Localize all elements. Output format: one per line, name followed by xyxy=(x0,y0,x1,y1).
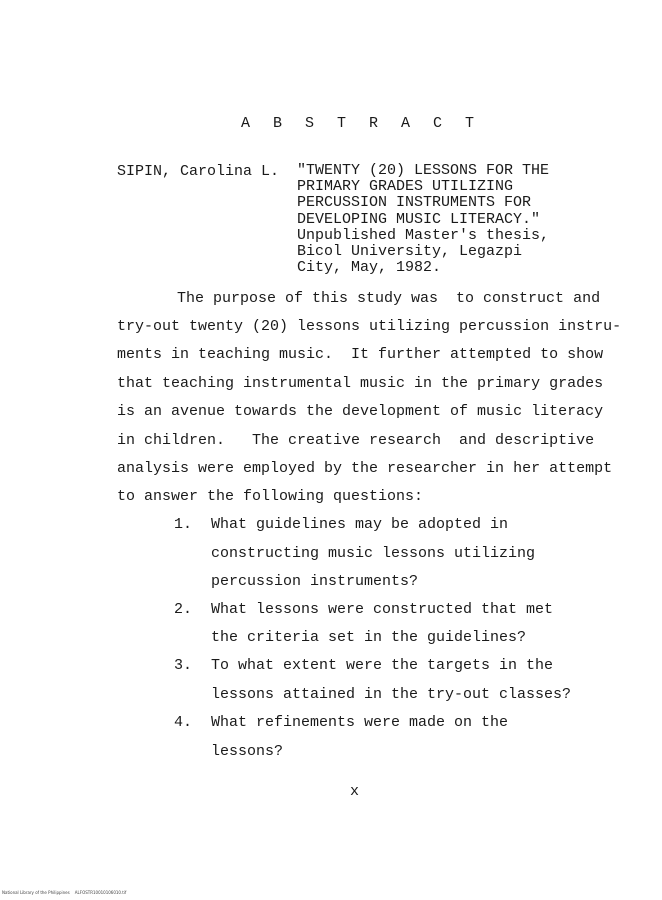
citation-line: Unpublished Master's thesis, xyxy=(297,226,550,244)
citation-line: "TWENTY (20) LESSONS FOR THE xyxy=(297,162,550,179)
citation-line: Bicol University, Legazpi xyxy=(297,243,523,261)
citation-line: DEVELOPING MUSIC LITERACY." xyxy=(297,210,541,228)
question-number: 1. xyxy=(174,516,193,533)
page-number: x xyxy=(350,783,360,800)
citation-line: City, May, 1982. xyxy=(297,259,442,277)
paragraph-line: in children. The creative research and descriptive xyxy=(117,432,595,449)
paragraph-line: to answer the following questions: xyxy=(117,488,424,505)
question-text: lessons? xyxy=(211,743,284,760)
question-text: What lessons were constructed that met xyxy=(211,601,554,618)
citation-line: PRIMARY GRADES UTILIZING xyxy=(297,178,514,196)
question-text: the criteria set in the guidelines? xyxy=(211,629,527,646)
question-text: lessons attained in the try-out classes? xyxy=(211,686,572,703)
question-text: To what extent were the targets in the xyxy=(211,657,554,674)
author-name: SIPIN, Carolina L. xyxy=(117,163,280,180)
paragraph-line: ments in teaching music. It further attempted to show xyxy=(117,346,604,363)
citation-block xyxy=(297,163,549,276)
question-number: 4. xyxy=(174,714,193,731)
paragraph-line: try-out twenty (20) lessons utilizing percussion instru- xyxy=(117,318,622,335)
question-number: 2. xyxy=(174,601,193,618)
paragraph-line: is an avenue towards the development of music literacy xyxy=(117,403,604,420)
question-number: 3. xyxy=(174,657,193,674)
question-text: constructing music lessons utilizing xyxy=(211,545,536,562)
paragraph-line: that teaching instrumental music in the primary grades xyxy=(117,375,604,392)
paragraph-line: analysis were employed by the researcher in her attempt xyxy=(117,460,613,477)
question-text: What refinements were made on the xyxy=(211,714,509,731)
paragraph-line: The purpose of this study was to construct and xyxy=(177,290,601,307)
citation-line: PERCUSSION INSTRUMENTS FOR xyxy=(297,194,532,212)
question-text: What guidelines may be adopted in xyxy=(211,516,509,533)
scan-footer: National Library of the Philippines ALFOSTR10010106010.tif xyxy=(2,890,127,895)
question-text: percussion instruments? xyxy=(211,573,419,590)
abstract-title: A B S T R A C T xyxy=(240,115,482,132)
